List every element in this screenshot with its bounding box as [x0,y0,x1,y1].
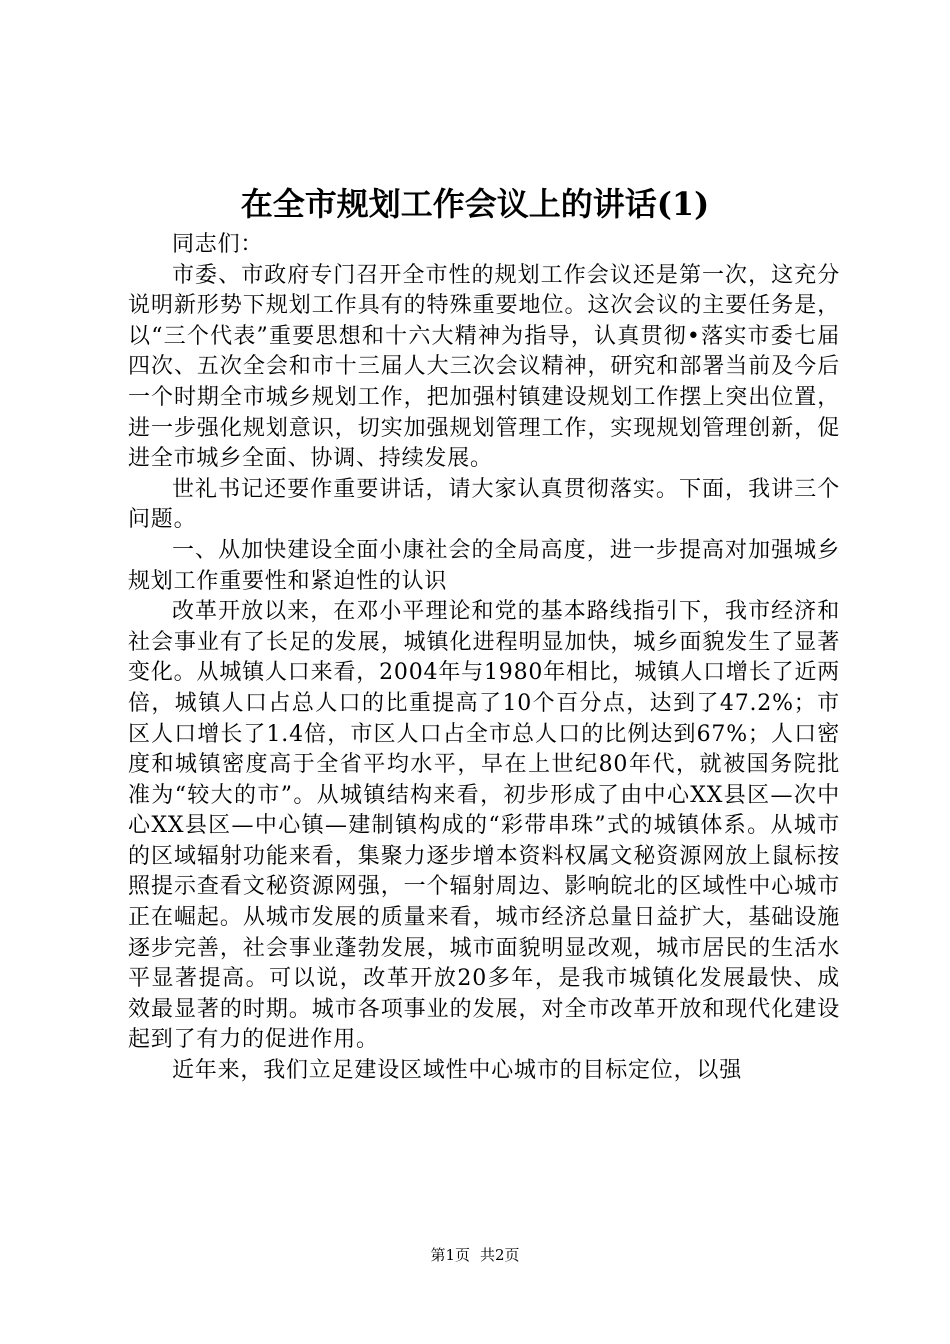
paragraph-1: 市委、市政府专门召开全市性的规划工作会议还是第一次，这充分说明新形势下规划工作具有的特殊重要地位。这次会议的主要任务是，以“三个代表”重要思想和十六大精神为指导，认真贯彻•落实市委七届四次、五次全会和市十三届人大三次会议精神，研究和部署当前及今后一个时期全市城乡规划工作，把加强村镇建设规划工作摆上突出位置，进一步强化规划意识，切实加强规划管理工作，实现规划管理创新，促进全市城乡全面、协调、持续发展。 [128,262,840,472]
document-body [128,230,840,1087]
section-heading-1: 一、从加快建设全面小康社会的全局高度，进一步提高对加强城乡规划工作重要性和紧迫性的认识 [128,537,840,594]
document-title: 在全市规划工作会议上的讲话(1) [240,185,710,223]
paragraph-4: 近年来，我们立足建设区域性中心城市的目标定位，以强 [172,1058,743,1084]
paragraph-3: 改革开放以来，在邓小平理论和党的基本路线指引下，我市经济和社会事业有了长足的发展，城镇化进程明显加快，城乡面貌发生了显著变化。从城镇人口来看，2004年与1980年相比，城镇人口增长了近两倍，城镇人口占总人口的比重提高了10个百分点，达到了47.2%；市区人口增长了1.4倍，市区人口占全市总人口的比例达到67%；人口密度和城镇密度高于全省平均水平，早在上世纪80年代，就被国务院批准为“较大的市”。从城镇结构来看，初步形成了由中心XX县区—次中心XX县区—中心镇—建制镇构成的“彩带串珠”式的城镇体系。从城市的区域辐射功能来看，集聚力逐步增本资料权属文秘资源网放上鼠标按照提示查看文秘资源网强，一个辐射周边、影响皖北的区域性中心城市正在崛起。从城市发展的质量来看，城市经济总量日益扩大，基础设施逐步完善，社会事业蓬勃发展，城市面貌明显改观，城市居民的生活水平显著提高。可以说，改革开放20多年，是我市城镇化发展最快、成效最显著的时期。城市各项事业的发展，对全市改革开放和现代化建设起到了有力的促进作用。 [128,599,840,1053]
page-total: 共2页 [480,1246,520,1264]
paragraph-2: 世礼书记还要作重要讲话，请大家认真贯彻落实。下面，我讲三个问题。 [128,476,840,533]
salutation: 同志们： [172,232,264,257]
page-footer [0,1245,950,1265]
page-number: 第1页 [430,1246,470,1264]
